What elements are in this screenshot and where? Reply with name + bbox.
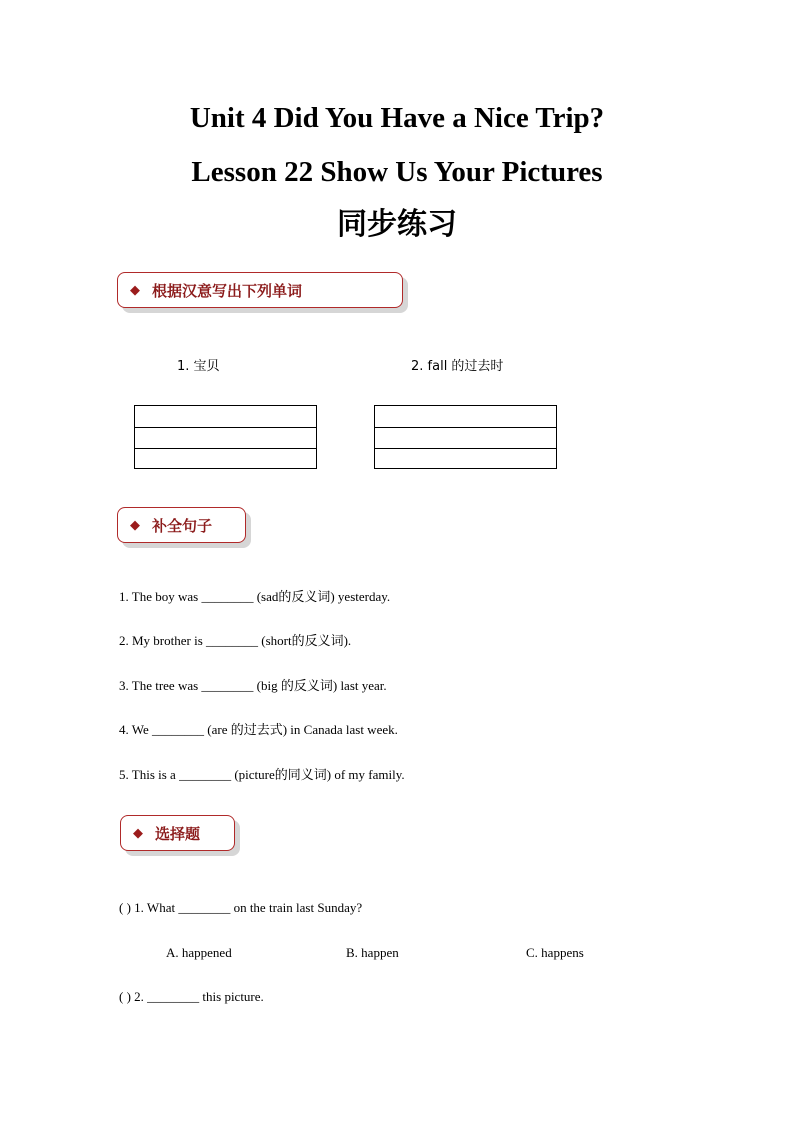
- section-label: 选择题: [155, 824, 201, 843]
- section-label: 补全句子: [152, 516, 213, 535]
- section-header-vocabulary: [117, 272, 403, 308]
- section-label: 根据汉意写出下列单词: [152, 281, 303, 300]
- diamond-bullet-icon: ◆: [130, 282, 140, 298]
- exercise-subtitle: 同步练习: [337, 207, 457, 242]
- choice-option-c: C. happens: [526, 945, 584, 960]
- choice-option-a: A. happened: [166, 945, 232, 960]
- writing-box-1[interactable]: [134, 405, 317, 469]
- sentence-item: 2. My brother is ________ (short的反义词).: [119, 633, 352, 648]
- sentence-item: 5. This is a ________ (picture的同义词) of my family.: [119, 767, 405, 782]
- sentence-item: 4. We ________ (are 的过去式) in Canada last week.: [119, 722, 398, 737]
- sentence-item: 1. The boy was ________ (sad的反义词) yesterday.: [119, 589, 391, 604]
- choice-question: ( ) 2. ________ this picture.: [119, 989, 264, 1004]
- diamond-bullet-icon: ◆: [130, 517, 140, 533]
- choice-question: ( ) 1. What ________ on the train last Sunday?: [119, 900, 363, 915]
- unit-title: Unit 4 Did You Have a Nice Trip?: [189, 102, 605, 134]
- vocab-prompt-1: 1. 宝贝: [177, 359, 220, 374]
- vocab-prompt-2: 2. fall 的过去时: [411, 359, 504, 374]
- section-header-multiple-choice: [120, 815, 235, 851]
- sentence-item: 3. The tree was ________ (big 的反义词) last year.: [119, 678, 387, 693]
- section-header-complete-sentences: [117, 507, 246, 543]
- lesson-title: Lesson 22 Show Us Your Pictures: [191, 156, 603, 188]
- diamond-bullet-icon: ◆: [133, 825, 143, 841]
- writing-box-2[interactable]: [374, 405, 557, 469]
- choice-option-b: B. happen: [346, 945, 399, 960]
